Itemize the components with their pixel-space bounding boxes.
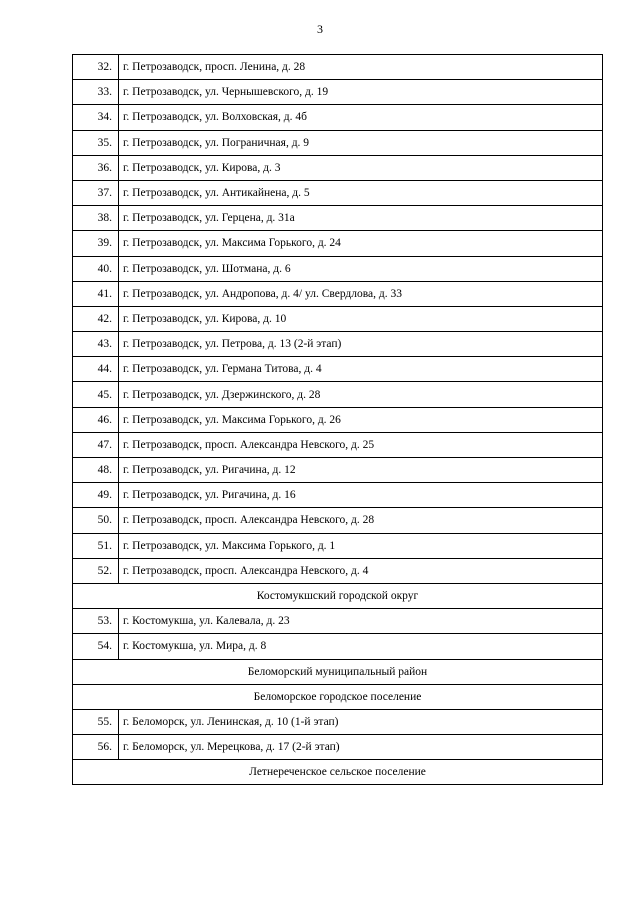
row-number: 56. [73, 735, 119, 760]
table-row [73, 533, 603, 558]
section-title: Беломорское городское поселение [73, 684, 603, 709]
row-address: г. Петрозаводск, ул. Максима Горького, д. 24 [119, 231, 603, 256]
row-number: 45. [73, 382, 119, 407]
table-row [73, 55, 603, 80]
table-row [73, 231, 603, 256]
row-number: 35. [73, 130, 119, 155]
row-address: г. Петрозаводск, ул. Германа Титова, д. 4 [119, 357, 603, 382]
row-address: г. Петрозаводск, ул. Волховская, д. 4б [119, 105, 603, 130]
table-row [73, 558, 603, 583]
table-row [73, 508, 603, 533]
row-address: г. Петрозаводск, ул. Герцена, д. 31а [119, 206, 603, 231]
table-row [73, 382, 603, 407]
table-row [73, 407, 603, 432]
row-address: г. Петрозаводск, ул. Шотмана, д. 6 [119, 256, 603, 281]
row-address: г. Петрозаводск, ул. Ригачина, д. 16 [119, 483, 603, 508]
table-row [73, 709, 603, 734]
row-number: 52. [73, 558, 119, 583]
table-row [73, 432, 603, 457]
row-number: 40. [73, 256, 119, 281]
row-address: г. Петрозаводск, просп. Александра Невского, д. 25 [119, 432, 603, 457]
row-address: г. Петрозаводск, просп. Александра Невского, д. 4 [119, 558, 603, 583]
row-address: г. Костомукша, ул. Мира, д. 8 [119, 634, 603, 659]
row-address: г. Петрозаводск, ул. Андропова, д. 4/ ул. Свердлова, д. 33 [119, 281, 603, 306]
table-row [73, 634, 603, 659]
table-row [73, 130, 603, 155]
row-address: г. Петрозаводск, просп. Александра Невского, д. 28 [119, 508, 603, 533]
table-row [73, 105, 603, 130]
row-address: г. Петрозаводск, ул. Чернышевского, д. 19 [119, 80, 603, 105]
row-number: 42. [73, 306, 119, 331]
row-number: 47. [73, 432, 119, 457]
table-row [73, 80, 603, 105]
section-header-row [73, 583, 603, 608]
table-row [73, 306, 603, 331]
row-number: 48. [73, 458, 119, 483]
section-title: Летнереченское сельское поселение [73, 760, 603, 785]
row-number: 36. [73, 155, 119, 180]
table-row [73, 332, 603, 357]
row-address: г. Костомукша, ул. Калевала, д. 23 [119, 609, 603, 634]
table-row [73, 357, 603, 382]
table-row [73, 458, 603, 483]
row-number: 55. [73, 709, 119, 734]
table-row [73, 735, 603, 760]
row-address: г. Петрозаводск, ул. Максима Горького, д. 26 [119, 407, 603, 432]
row-number: 49. [73, 483, 119, 508]
table-row [73, 256, 603, 281]
row-number: 43. [73, 332, 119, 357]
row-number: 41. [73, 281, 119, 306]
row-address: г. Петрозаводск, ул. Кирова, д. 10 [119, 306, 603, 331]
section-header-row [73, 760, 603, 785]
row-number: 46. [73, 407, 119, 432]
row-number: 34. [73, 105, 119, 130]
table-row [73, 483, 603, 508]
row-number: 37. [73, 180, 119, 205]
row-address: г. Петрозаводск, ул. Максима Горького, д. 1 [119, 533, 603, 558]
row-address: г. Петрозаводск, ул. Дзержинского, д. 28 [119, 382, 603, 407]
row-number: 53. [73, 609, 119, 634]
row-number: 38. [73, 206, 119, 231]
row-number: 51. [73, 533, 119, 558]
table-row [73, 180, 603, 205]
row-address: г. Петрозаводск, ул. Ригачина, д. 12 [119, 458, 603, 483]
table-row [73, 281, 603, 306]
section-title: Беломорский муниципальный район [73, 659, 603, 684]
table-row [73, 206, 603, 231]
address-table-body [73, 55, 603, 785]
row-number: 54. [73, 634, 119, 659]
row-address: г. Петрозаводск, просп. Ленина, д. 28 [119, 55, 603, 80]
row-number: 44. [73, 357, 119, 382]
table-row [73, 155, 603, 180]
address-table [72, 54, 603, 785]
row-address: г. Петрозаводск, ул. Антикайнена, д. 5 [119, 180, 603, 205]
row-address: г. Петрозаводск, ул. Пограничная, д. 9 [119, 130, 603, 155]
row-number: 32. [73, 55, 119, 80]
row-number: 50. [73, 508, 119, 533]
row-address: г. Беломорск, ул. Мерецкова, д. 17 (2-й этап) [119, 735, 603, 760]
row-address: г. Петрозаводск, ул. Кирова, д. 3 [119, 155, 603, 180]
row-address: г. Беломорск, ул. Ленинская, д. 10 (1-й этап) [119, 709, 603, 734]
page-number: 3 [317, 22, 323, 36]
table-row [73, 609, 603, 634]
section-header-row [73, 684, 603, 709]
section-header-row [73, 659, 603, 684]
row-address: г. Петрозаводск, ул. Петрова, д. 13 (2-й этап) [119, 332, 603, 357]
row-number: 33. [73, 80, 119, 105]
row-number: 39. [73, 231, 119, 256]
section-title: Костомукшский городской округ [73, 583, 603, 608]
